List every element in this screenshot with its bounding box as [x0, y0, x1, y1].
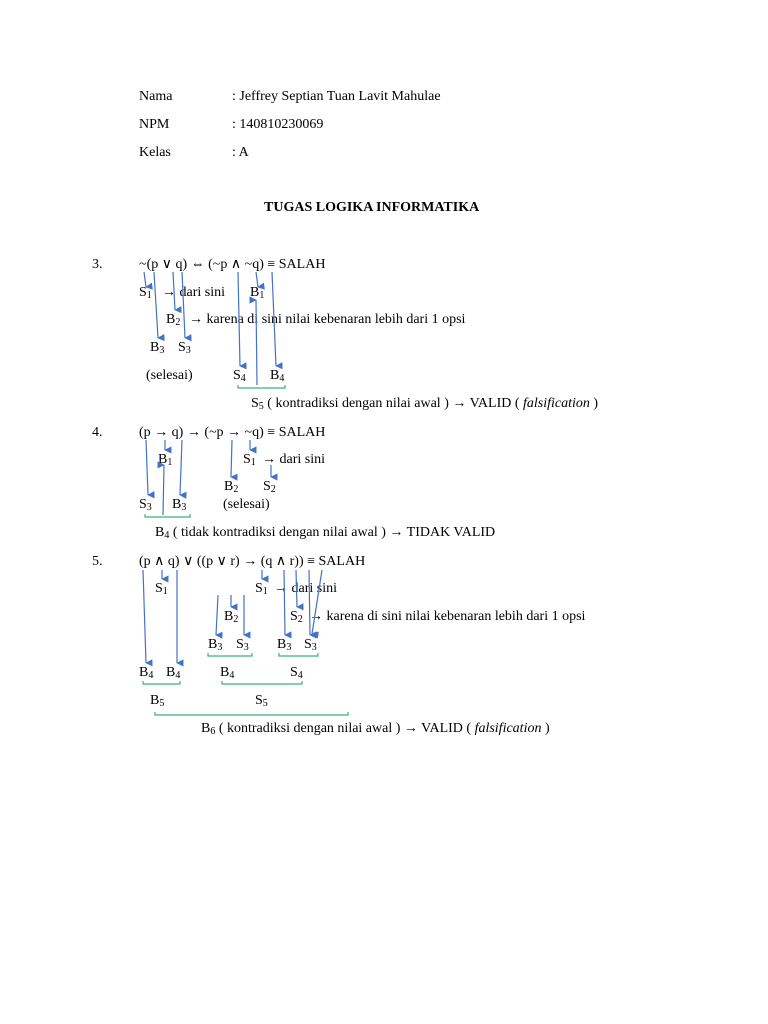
p4-b4-line: $B_4$ ( tidak kontradiksi dengan nilai awal ) → TIDAK VALID: [155, 525, 496, 541]
kelas-value: : A: [232, 145, 249, 160]
p5-s1: $S_1$: [155, 581, 168, 597]
p3-b1: $B_1$: [250, 285, 265, 301]
p3-s1: $S_1$: [139, 285, 152, 301]
p5-falsification: falsification: [474, 721, 542, 736]
p3-arrow-s3: [182, 272, 185, 338]
p4-s3: $S_3$: [139, 497, 152, 513]
problem4-formula: (p → q) → (~p → ~q) ≡ SALAH: [139, 425, 326, 440]
p3-bracket: [238, 385, 285, 388]
p3-b2-note: → karena di sini nilai kebenaran lebih dari 1 opsi: [189, 312, 466, 327]
p5-b6-note: ( kontradiksi dengan nilai awal ) → VALID (: [218, 721, 472, 736]
p4-b2: $B_2$: [224, 479, 239, 495]
problem3-number: 3.: [92, 257, 103, 272]
p3-arrow-s4: [238, 272, 240, 366]
p3-close: ): [593, 396, 599, 411]
page-title: TUGAS LOGIKA INFORMATIKA: [264, 200, 480, 215]
kelas-label: Kelas: [139, 145, 171, 160]
p3-arrow-b3: [154, 272, 158, 338]
p4-selesai: (selesai): [223, 497, 270, 512]
npm-label: NPM: [139, 117, 170, 132]
p5-arrow-s3b2: [312, 570, 322, 634]
p5-b4a: $B_4$: [139, 665, 154, 681]
p5-bracket-b4: [143, 681, 180, 684]
p5-close: ): [544, 721, 550, 736]
p5-b3a: $B_3$: [208, 637, 223, 653]
p4-arrow-s3: [146, 440, 148, 495]
npm-value: : 140810230069: [232, 117, 324, 132]
p3-arrow-up: [256, 300, 257, 385]
p5-s1b: $S_1$: [255, 581, 268, 597]
p5-bracket-b5s5: [155, 712, 348, 715]
problem5-number: 5.: [92, 554, 103, 569]
p5-arrow-b3b: [284, 570, 285, 635]
p3-arrow-s1: [144, 272, 146, 287]
p4-s1-note: → dari sini: [262, 452, 325, 467]
p5-s2: $S_2$: [290, 609, 303, 625]
p5-arrow-b4a: [143, 570, 146, 663]
p3-b2: $B_2$: [166, 312, 181, 328]
p5-s2-note: → karena di sini nilai kebenaran lebih dari 1 opsi: [309, 609, 586, 624]
p5-b5: $B_5$: [150, 693, 165, 709]
p5-bracket-mid-b: [279, 653, 318, 656]
p3-b3: $B_3$: [150, 340, 165, 356]
p4-arrow-up: [163, 465, 164, 515]
p5-arrow-s2: [296, 570, 297, 607]
nama-label: Nama: [139, 89, 173, 104]
p5-b3b: $B_3$: [277, 637, 292, 653]
p4-s2: $S_2$: [263, 479, 276, 495]
p4-arrow-b2: [231, 440, 232, 477]
p3-falsification: falsification: [523, 396, 590, 411]
p5-b2: $B_2$: [224, 609, 239, 625]
p3-s3: $S_3$: [178, 340, 191, 356]
p5-arrow-s3b: [309, 570, 310, 635]
p5-b4b: $B_4$: [166, 665, 181, 681]
p4-bracket: [145, 514, 190, 517]
p3-s1-note: → dari sini: [162, 285, 225, 300]
problem5-formula: (p ∧ q) ∨ ((p ∨ r) → (q ∧ r)) ≡ SALAH: [139, 554, 366, 569]
p5-arrow-b3a: [216, 595, 218, 635]
p3-s5-note: ( kontradiksi dengan nilai awal ) → VALID (: [267, 396, 520, 411]
nama-value: : Jeffrey Septian Tuan Lavit Mahulae: [232, 89, 441, 104]
p4-arrow-b3: [180, 440, 182, 495]
p4-b4-note: ( tidak kontradiksi dengan nilai awal ) → TIDAK VALID: [172, 525, 496, 540]
p3-arrow-b1: [256, 272, 258, 287]
p5-s4: $S_4$: [290, 665, 303, 681]
p3-arrow-b4: [272, 272, 276, 366]
p4-b3: $B_3$: [172, 497, 187, 513]
problem4-number: 4.: [92, 425, 103, 440]
p5-bracket-b4s4: [222, 681, 302, 684]
p5-s3a: $S_3$: [236, 637, 249, 653]
p3-arrow-b2: [173, 272, 175, 310]
p5-s5: $S_5$: [255, 693, 268, 709]
p5-s1-note: → dari sini: [274, 581, 337, 596]
p5-b4c: $B_4$: [220, 665, 235, 681]
p4-b1: $B_1$: [158, 452, 173, 468]
p3-s5-line: $S_5$ ( kontradiksi dengan nilai awal ) → VALID ( falsification ): [251, 396, 599, 412]
p4-s1: $S_1$: [243, 452, 256, 468]
p3-s4: $S_4$: [233, 368, 246, 384]
problem3-formula: ~(p ∨ q) ⇔ (~p ∧ ~q) ≡ SALAH: [139, 257, 326, 272]
p5-s3b: $S_3$: [304, 637, 317, 653]
p3-b4: $B_4$: [270, 368, 285, 384]
p5-bracket-mid-a: [208, 653, 252, 656]
p3-selesai: (selesai): [146, 368, 193, 383]
p5-b6-line: $B_6$ ( kontradiksi dengan nilai awal ) → VALID ( falsification ): [201, 721, 550, 737]
